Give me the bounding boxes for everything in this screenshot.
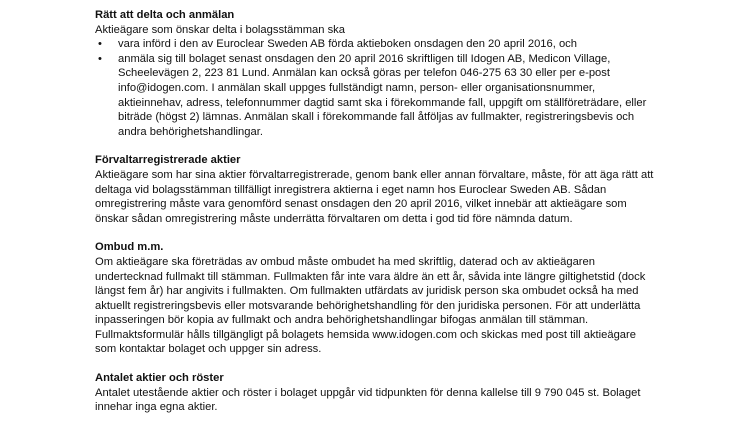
section-body: Om aktieägare ska företrädas av ombud måste ombudet ha med skriftlig, daterad och av aktieägaren undertecknad fullmakt till stämman. Fullmakten får inte vara äldre än ett år, såvida inte längre giltighetstid (dock längst fem år) har angivits i fullmakten. Om fullmakten utfärdats av juridisk person ska ombudet också ha med aktuellt registreringsbevis eller motsvarande behörighetshandling för den juridiska personen. För att underlätta inpasseringen bör kopia av fullmakt och andra behörighetshandlingar bifogas anmälan till stämman. Fullmaktsformulär hålls tillgängligt på bolagets hemsida www.idogen.com och skickas med post till aktieägare som kontaktar bolaget och uppger sin adress. [95, 255, 646, 356]
bullet-icon: • [98, 52, 102, 65]
document-body [95, 8, 655, 429]
list-item-text: vara införd i den av Euroclear Sweden AB förda aktieboken onsdagen den 20 april 2016, och [118, 38, 577, 51]
list-item [95, 52, 655, 140]
section-heading: Antalet aktier och röster [95, 372, 224, 385]
list-item-text: anmäla sig till bolaget senast onsdagen den 20 april 2016 skriftligen till Idogen AB, Medicon Village, Scheelevägen 2, 223 81 Lund. Anmälan kan också göras per telefon 046-275 63 30 eller per e-post info@idogen.com. I anmälan skall uppges fullständigt namn, person- eller organisationsnummer, aktieinnehav, adress, telefonnummer dagtid samt ska i förekommande fall, uppgift om ställföreträdare, eller biträde (högst 2) lämnas. Anmälan skall i förekommande fall åtföljas av fullmakter, registreringsbevis och andra behörighetshandlingar. [118, 52, 647, 138]
section-intro: Aktieägare som önskar delta i bolagsstämman ska [95, 23, 345, 36]
list-item [95, 37, 655, 52]
section-attendance [95, 8, 655, 139]
requirement-list [95, 37, 655, 139]
section-heading: Ombud m.m. [95, 241, 164, 254]
section-body: Antalet utestående aktier och röster i bolaget uppgår vid tidpunkten för denna kallelse till 9 790 045 st. Bolaget innehar inga egna aktier. [95, 386, 641, 414]
section-heading: Förvaltarregistrerade aktier [95, 154, 241, 167]
section-shares-votes [95, 371, 655, 415]
bullet-icon: • [98, 38, 102, 51]
section-nominee-registered [95, 153, 655, 226]
section-proxy [95, 240, 655, 357]
section-heading: Rätt att delta och anmälan [95, 9, 235, 21]
section-body: Aktieägare som har sina aktier förvaltarregistrerade, genom bank eller annan förvaltare, måste, för att äga rätt att deltaga vid bolagsstämman tillfälligt inregistrera aktierna i eget namn hos Euroclear Sweden AB. Sådan omregistrering måste vara genomförd senast onsdagen den 20 april 2016, vilket innebär att aktieägare som önskar sådan omregistrering måste underrätta förvaltaren om detta i god tid före nämnda datum. [95, 168, 654, 225]
